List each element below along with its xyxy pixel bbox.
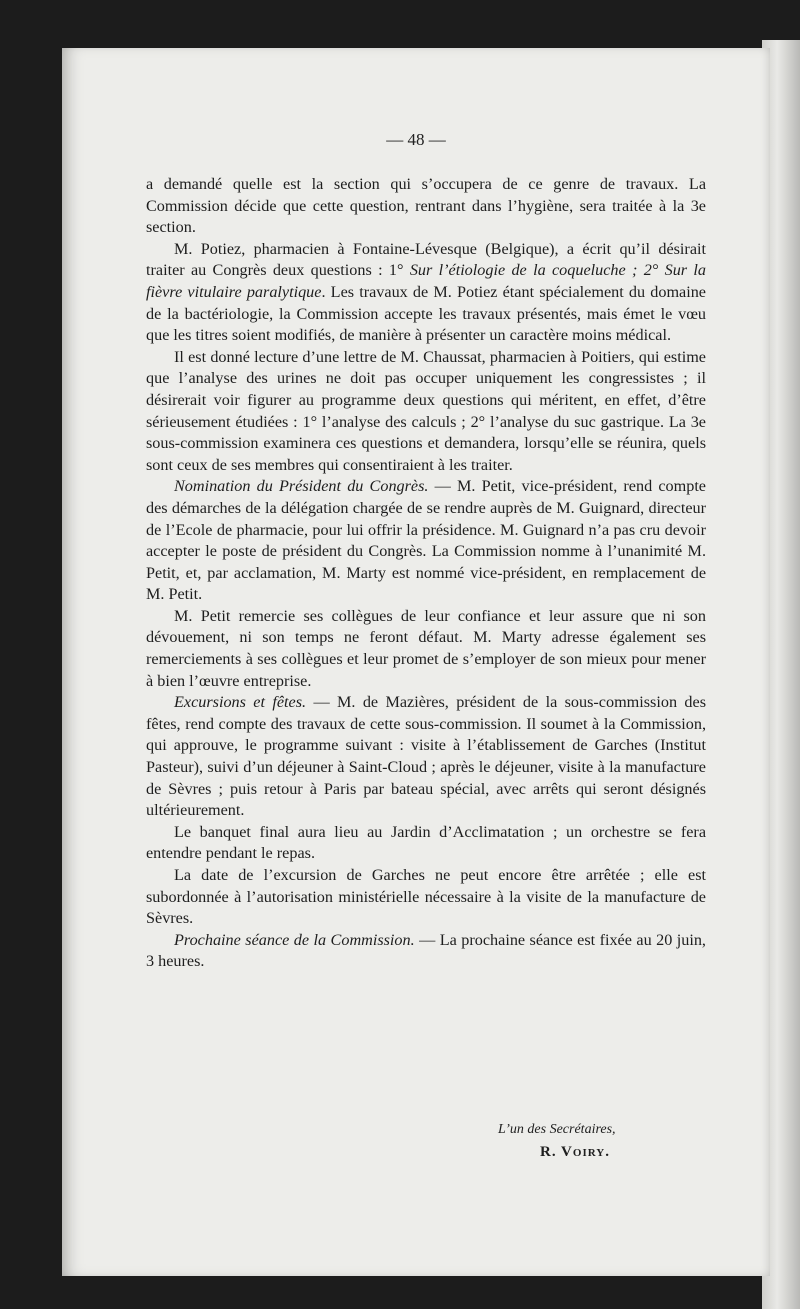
paragraph-text: — M. Petit, vice-président, rend compte des démarches de la délégation chargée de se rendre auprès de M. Guignard, directeur de l’Ecole de pharmacie, pour lui offrir la présidence. M. Guignard n’a pas cru devoir accepter le poste de président du Congrès. La Commission nomme à l’unanimité M. Petit, et, par acclamation, M. Marty est nommé vice-président, en remplacement de M. Petit. xyxy=(146,477,706,604)
paragraph-text: M. Petit remercie ses collègues de leur confiance et leur assure que ni son dévouement, ni son temps ne feront défaut. M. Marty adresse également ses remerciements à ses collègues et leur promet de s’employer de son mieux pour mener à bien l’œuvre entreprise. xyxy=(146,606,706,690)
paragraph-next-session xyxy=(146,930,706,973)
section-heading-nomination: Nomination du Président du Congrès. xyxy=(174,477,429,496)
body-text xyxy=(146,174,706,973)
document-page xyxy=(62,48,770,1276)
paragraph-banquet xyxy=(146,822,706,865)
paragraph-thanks xyxy=(146,606,706,692)
signature-role: L’un des Secrétaires, xyxy=(498,1122,616,1137)
paragraph-text: a demandé quelle est la section qui s’occupera de ce genre de travaux. La Commission décide que cette question, rentrant dans l’hygiène, sera traitée à la 3e section. xyxy=(146,175,706,237)
page-number: — 48 — xyxy=(386,130,446,149)
paragraph-excursions xyxy=(146,692,706,822)
paragraph-text: M. Potiez, pharmacien à Fontaine-Lévesque (Belgique), a écrit qu’il désirait traiter au Congrès deux questions : 1° xyxy=(146,239,706,280)
paragraph-text: — M. de Mazières, président de la sous-commission des fêtes, rend compte des travaux de cette sous-commission. Il soumet à la Commission, qui approuve, le programme suivant : visite à l’établissement de Garches (Institut Pasteur), suivi d’un déjeuner à Saint-Cloud ; après le déjeuner, visite à la manufacture de Sèvres ; puis retour à Paris par bateau spécial, avec arrêts qui seront désignés ultérieurement. xyxy=(146,693,706,820)
signature-name: R. Voiry. xyxy=(540,1144,610,1160)
paragraph-nomination xyxy=(146,476,706,606)
section-heading-next-session: Prochaine séance de la Commission. xyxy=(174,930,415,949)
paragraph-potiez xyxy=(146,239,706,347)
paragraph-text: Le banquet final aura lieu au Jardin d’Acclimatation ; un orchestre se fera entendre pendant le repas. xyxy=(146,822,706,863)
signature-block xyxy=(498,1120,698,1164)
paragraph-italic-titles: Sur l’étiologie de la coqueluche ; 2° Sur la fièvre vitulaire paralytique xyxy=(146,261,706,301)
paragraph-hygiene xyxy=(146,174,706,239)
paragraph-text: . Les travaux de M. Potiez étant spécialement du domaine de la bactériologie, la Commission accepte les travaux présentés, mais émet le vœu que les titres soient modifiés, de manière à présenter un caractère moins médical. xyxy=(146,282,706,345)
paragraph-text: La date de l’excursion de Garches ne peut encore être arrêtée ; elle est subordonnée à l’autorisation ministérielle nécessaire à la visite de la manufacture de Sèvres. xyxy=(146,866,706,928)
paragraph-text: — La prochaine séance est fixée au 20 juin, 3 heures. xyxy=(146,930,706,971)
paragraph-chaussat xyxy=(146,347,706,477)
section-heading-excursions: Excursions et fêtes. xyxy=(174,693,307,712)
paragraph-excursion-date xyxy=(146,865,706,930)
paragraph-text: Il est donné lecture d’une lettre de M. Chaussat, pharmacien à Poitiers, qui estime que l’analyse des urines ne doit pas occuper uniquement les congressistes ; il désirerait voir figurer au programme deux questions qui méritent, en effet, d’être sérieusement étudiées : 1° l’analyse des calculs ; 2° l’analyse du suc gastrique. La 3e sous-commission examinera ces questions et demandera, lorsqu’elle se réunira, quels sont ceux de ses membres qui consentiraient à les traiter. xyxy=(146,347,706,474)
